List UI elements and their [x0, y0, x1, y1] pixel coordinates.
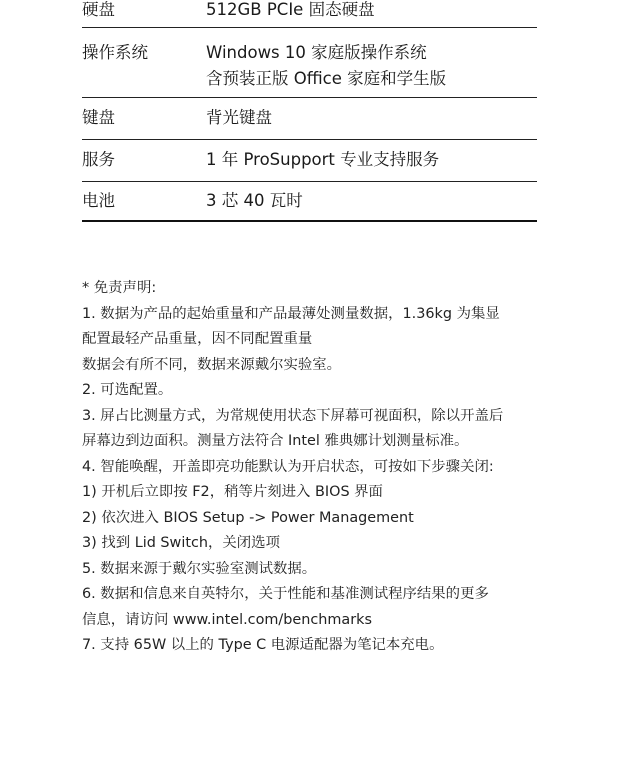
spec-row-storage [82, 0, 537, 28]
disclaimer-line: 屏幕边到边面积。测量方法符合 Intel 雅典娜计划测量标准。 [82, 433, 469, 449]
spec-value: 512GB PCIe 固态硬盘 [206, 0, 375, 19]
disclaimer-line: 4. 智能唤醒，开盖即亮功能默认为开启状态，可按如下步骤关闭: [82, 458, 494, 475]
spec-value-line: 含预装正版 Office 家庭和学生版 [206, 69, 447, 88]
spec-value: 1 年 ProSupport 专业支持服务 [206, 150, 440, 169]
spec-value: 背光键盘 [206, 108, 272, 127]
spec-row-os [82, 28, 537, 98]
disclaimer-line: 2) 依次进入 BIOS Setup -> Power Management [82, 509, 414, 526]
disclaimer-line: 配置最轻产品重量，因不同配置重量 [82, 331, 313, 347]
spec-key: 硬盘 [82, 0, 115, 19]
spec-row-keyboard [82, 98, 537, 140]
disclaimer-notes [82, 276, 582, 659]
spec-row-battery [82, 182, 537, 222]
disclaimer-line: 1. 数据为产品的起始重量和产品最薄处测量数据，1.36kg 为集显 [82, 305, 500, 322]
spec-key: 电池 [82, 191, 115, 210]
spec-table [82, 0, 537, 222]
disclaimer-line: 5. 数据来源于戴尔实验室测试数据。 [82, 560, 317, 577]
disclaimer-line: 6. 数据和信息来自英特尔，关于性能和基准测试程序结果的更多 [82, 586, 489, 602]
disclaimer-title: * 免责声明: [82, 280, 157, 296]
disclaimer-line: 1) 开机后立即按 F2，稍等片刻进入 BIOS 界面 [82, 484, 383, 500]
spec-key: 键盘 [82, 108, 115, 127]
disclaimer-line: 2. 可选配置。 [82, 382, 173, 398]
spec-key: 操作系统 [82, 43, 148, 62]
disclaimer-line: 信息，请访问 www.intel.com/benchmarks [82, 611, 372, 628]
disclaimer-line: 7. 支持 65W 以上的 Type C 电源适配器为笔记本充电。 [82, 637, 444, 653]
spec-key: 服务 [82, 150, 115, 169]
spec-row-service [82, 140, 537, 182]
spec-value-line: Windows 10 家庭版操作系统 [206, 43, 427, 62]
disclaimer-line: 3) 找到 Lid Switch，关闭选项 [82, 535, 280, 551]
disclaimer-line: 3. 屏占比测量方式，为常规使用状态下屏幕可视面积，除以开盖后 [82, 407, 504, 424]
spec-value: 3 芯 40 瓦时 [206, 191, 303, 210]
spec-value [206, 40, 446, 92]
disclaimer-line: 数据会有所不同，数据来源戴尔实验室。 [82, 356, 342, 373]
